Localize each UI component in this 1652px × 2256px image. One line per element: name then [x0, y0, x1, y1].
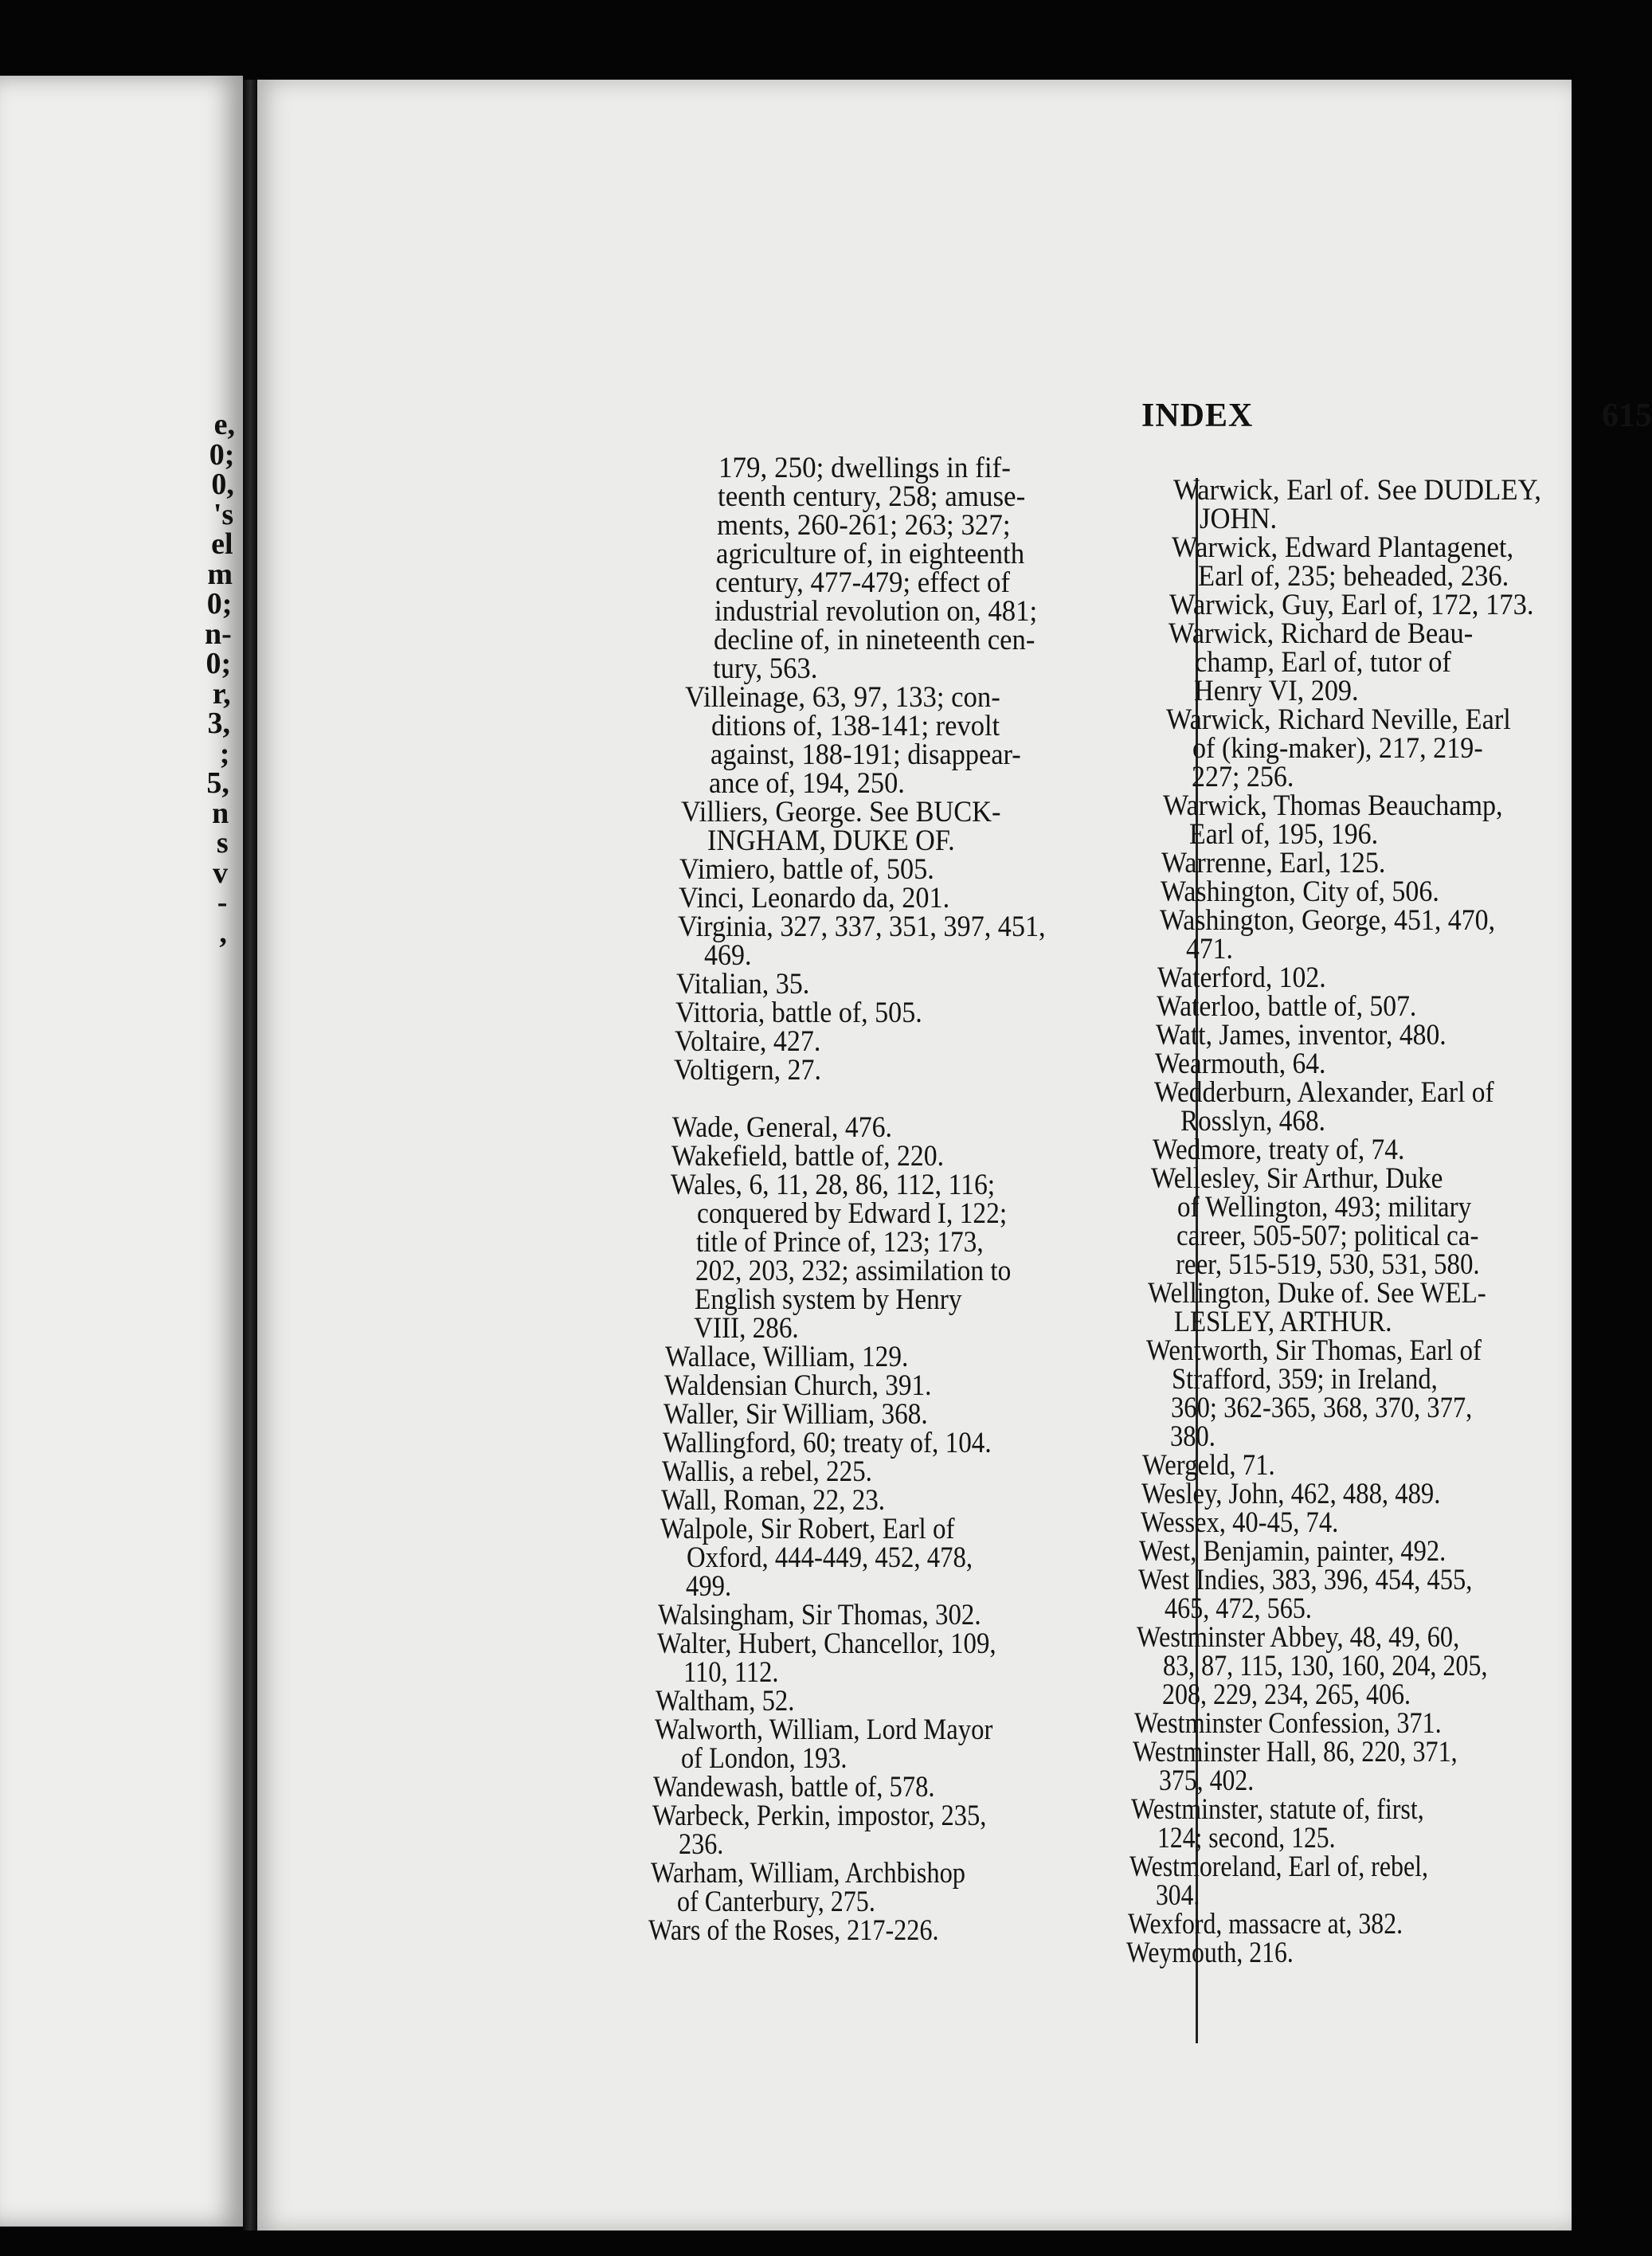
index-line: INGHAM, DUKE OF.	[707, 824, 956, 857]
index-line: 465, 472, 565.	[1165, 1592, 1313, 1625]
index-line: 202, 203, 232; assimilation to	[695, 1255, 1011, 1287]
index-line: decline of, in nineteenth cen-	[713, 624, 1035, 656]
index-line: career, 505-507; political ca-	[1176, 1220, 1479, 1252]
index-line: 469.	[704, 939, 752, 972]
index-line: 110, 112.	[683, 1656, 779, 1689]
index-line: Wergeld, 71.	[1141, 1449, 1275, 1482]
index-line: Vimiero, battle of, 505.	[679, 853, 935, 886]
facing-page-line-end: ,	[219, 915, 227, 950]
index-line	[673, 1085, 1169, 1114]
index-line: JOHN.	[1199, 503, 1278, 535]
index-line: Walworth, William, Lord Mayor	[654, 1714, 993, 1746]
index-line: Warrenne, Earl, 125.	[1161, 847, 1386, 879]
facing-page-line-end: 5,	[206, 766, 229, 800]
index-line: Vinci, Leonardo da, 201.	[679, 882, 950, 915]
facing-page-line-end: 0,	[211, 468, 234, 501]
index-line: Earl of, 195, 196.	[1189, 818, 1379, 851]
index-line: Virginia, 327, 337, 351, 397, 451,	[678, 911, 1046, 943]
index-line: ance of, 194, 250.	[709, 767, 906, 800]
index-line: Wakefield, battle of, 220.	[671, 1140, 944, 1173]
index-line: Warwick, Earl of. See DUDLEY,	[1173, 474, 1541, 507]
index-line: Waterford, 102.	[1157, 962, 1327, 994]
index-line: Wearmouth, 64.	[1155, 1048, 1326, 1080]
index-line: VIII, 286.	[693, 1312, 799, 1345]
facing-page-line-end: 's	[213, 497, 234, 531]
index-line: Warwick, Guy, Earl of, 172, 173.	[1169, 589, 1534, 621]
index-line: industrial revolution on, 481;	[714, 595, 1037, 628]
index-line: conquered by Edward I, 122;	[696, 1197, 1007, 1230]
index-line: Vittoria, battle of, 505.	[675, 997, 922, 1029]
index-line: Wexford, massacre at, 382.	[1127, 1908, 1403, 1941]
index-line: Washington, City of, 506.	[1160, 875, 1439, 908]
index-column-left	[648, 452, 1169, 1947]
index-line: Rosslyn, 468.	[1180, 1105, 1325, 1138]
facing-page-line-end: e,	[213, 408, 235, 441]
index-line: 375, 402.	[1159, 1764, 1255, 1797]
index-line: Westminster Confession, 371.	[1133, 1707, 1442, 1740]
index-line: Wallace, William, 129.	[665, 1341, 909, 1373]
index-line: English system by Henry	[694, 1283, 962, 1316]
index-line: Warbeck, Perkin, impostor, 235,	[652, 1800, 987, 1832]
index-line: Wedmore, treaty of, 74.	[1152, 1134, 1404, 1166]
index-line: Oxford, 444-449, 452, 478,	[687, 1541, 973, 1574]
book-gutter	[243, 80, 257, 2231]
facing-page-line-end: el	[211, 527, 233, 561]
index-line: Waltham, 52.	[655, 1685, 795, 1717]
facing-page-text	[205, 410, 235, 948]
index-line: Warwick, Thomas Beauchamp,	[1163, 789, 1503, 822]
facing-page-line-end: ;	[219, 736, 230, 770]
index-line: 304.	[1155, 1879, 1200, 1912]
index-line: Wall, Roman, 22, 23.	[661, 1484, 886, 1517]
index-line: Warwick, Richard de Beau-	[1169, 617, 1474, 650]
index-line: reer, 515-519, 530, 531, 580.	[1175, 1248, 1480, 1281]
page-number: 615	[1602, 398, 1652, 434]
index-line: Wallis, a rebel, 225.	[662, 1455, 873, 1488]
facing-page-line-end: v	[213, 856, 228, 890]
index-line: of (king-maker), 217, 219-	[1192, 732, 1483, 765]
index-line: teenth century, 258; amuse-	[717, 480, 1026, 513]
index-line: Weymouth, 216.	[1126, 1937, 1294, 1969]
index-line: Walsingham, Sir Thomas, 302.	[658, 1599, 981, 1631]
index-line: Waller, Sir William, 368.	[664, 1398, 929, 1431]
index-line: against, 188-191; disappear-	[710, 738, 1021, 771]
index-line: Washington, George, 451, 470,	[1159, 904, 1495, 937]
index-line: Voltigern, 27.	[673, 1054, 821, 1087]
index-line: 124; second, 125.	[1157, 1822, 1336, 1855]
index-line: champ, Earl of, tutor of	[1195, 646, 1451, 679]
index-line: 499.	[686, 1570, 732, 1603]
facing-page-line-end: m	[207, 557, 233, 591]
index-line: Waldensian Church, 391.	[664, 1369, 932, 1402]
facing-page-line-end: 0;	[206, 587, 233, 621]
index-line: Wentworth, Sir Thomas, Earl of	[1145, 1334, 1482, 1367]
index-line: of Canterbury, 275.	[676, 1886, 875, 1918]
index-line: Westminster Abbey, 48, 49, 60,	[1137, 1621, 1460, 1654]
facing-page-line-end: n	[212, 796, 229, 830]
index-line: Vitalian, 35.	[676, 968, 810, 1001]
index-line: Wesley, John, 462, 488, 489.	[1141, 1478, 1441, 1510]
index-line: Walter, Hubert, Chancellor, 109,	[656, 1627, 996, 1660]
index-line: Westmoreland, Earl of, rebel,	[1129, 1851, 1428, 1883]
index-line: Wales, 6, 11, 28, 86, 112, 116;	[670, 1169, 995, 1201]
index-line: Wallingford, 60; treaty of, 104.	[663, 1427, 992, 1459]
index-line: Westminster Hall, 86, 220, 371,	[1133, 1736, 1458, 1768]
index-line: Voltaire, 427.	[675, 1025, 821, 1058]
facing-page	[0, 76, 243, 2227]
index-line: Wellington, Duke of. See WEL-	[1147, 1277, 1486, 1310]
facing-page-line-end: -	[217, 886, 228, 919]
facing-page-line-end: r,	[212, 676, 231, 711]
index-line: Henry VI, 209.	[1193, 675, 1359, 707]
index-line: of London, 193.	[680, 1742, 848, 1775]
facing-page-line-end: n-	[205, 617, 232, 651]
facing-page-line-end: 0;	[209, 437, 235, 472]
index-line: Earl of, 235; beheaded, 236.	[1197, 560, 1509, 593]
index-line: Waterloo, battle of, 507.	[1157, 990, 1417, 1023]
index-line: West Indies, 383, 396, 454, 455,	[1138, 1564, 1473, 1596]
index-line: Westminster, statute of, first,	[1131, 1793, 1424, 1826]
index-line: 179, 250; dwellings in fif-	[718, 452, 1011, 484]
index-line: Villiers, George. See BUCK-	[681, 796, 1001, 828]
index-line: 380.	[1170, 1420, 1216, 1453]
facing-page-line-end: s	[216, 826, 229, 860]
index-line: Walpole, Sir Robert, Earl of	[660, 1513, 955, 1545]
index-page	[257, 80, 1652, 2231]
index-line: Wedderburn, Alexander, Earl of	[1153, 1076, 1494, 1109]
index-line: Wade, General, 476.	[671, 1111, 892, 1144]
index-line: Warwick, Richard Neville, Earl	[1165, 703, 1511, 736]
index-line: 360; 362-365, 368, 370, 377,	[1171, 1392, 1473, 1424]
facing-page-line-end: 3,	[207, 707, 230, 740]
facing-page-line-end: 0;	[206, 647, 232, 680]
index-line: of Wellington, 493; military	[1177, 1191, 1472, 1224]
index-line: Villeinage, 63, 97, 133; con-	[684, 681, 1000, 714]
index-line: Wessex, 40-45, 74.	[1140, 1506, 1338, 1539]
index-line: ditions of, 138-141; revolt	[711, 710, 1000, 742]
index-line: Strafford, 359; in Ireland,	[1172, 1363, 1439, 1396]
index-line: 236.	[678, 1828, 723, 1861]
index-line: Warwick, Edward Plantagenet,	[1171, 531, 1513, 564]
index-line: 208, 229, 234, 265, 406.	[1161, 1678, 1411, 1711]
index-line: title of Prince of, 123; 173,	[695, 1226, 984, 1259]
index-line: tury, 563.	[712, 652, 818, 685]
index-line: LESLEY, ARTHUR.	[1173, 1306, 1392, 1338]
index-line: Wandewash, battle of, 578.	[652, 1771, 935, 1804]
page-title: INDEX	[1141, 398, 1254, 434]
index-line: Watt, James, inventor, 480.	[1156, 1019, 1446, 1052]
index-line: West, Benjamin, painter, 492.	[1139, 1535, 1446, 1568]
index-line: Warham, William, Archbishop	[650, 1857, 965, 1890]
index-line: century, 477-479; effect of	[714, 566, 1010, 599]
index-line: Wars of the Roses, 217-226.	[648, 1914, 940, 1947]
index-line: ments, 260-261; 263; 327;	[716, 509, 1011, 542]
index-line: 227; 256.	[1191, 761, 1294, 793]
index-line: agriculture of, in eighteenth	[715, 538, 1024, 570]
index-line: Wellesley, Sir Arthur, Duke	[1151, 1162, 1443, 1195]
index-line: 471.	[1185, 933, 1233, 965]
index-column-right	[1126, 474, 1651, 1969]
index-line: 83, 87, 115, 130, 160, 204, 205,	[1162, 1650, 1488, 1682]
